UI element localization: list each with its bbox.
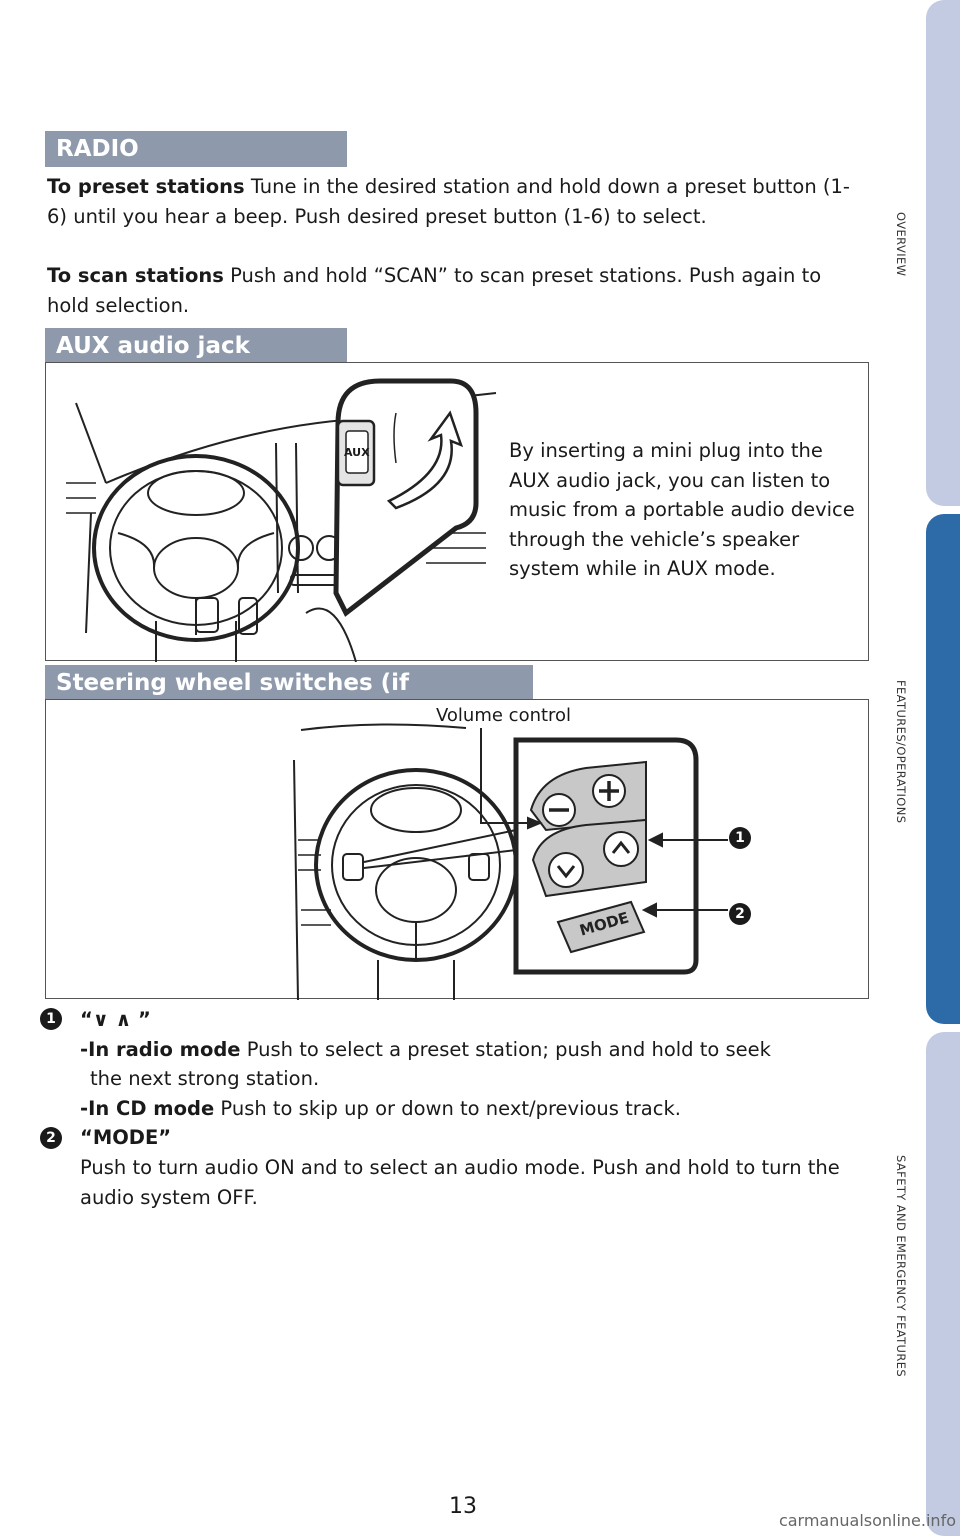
callout-badge-2: 2 [729,903,751,925]
radio-scan-paragraph [47,261,862,320]
list-item-2-title: “MODE” [80,1126,172,1149]
aux-description: By inserting a mini plug into the AUX audio jack, you can listen to music from a portable audio device through the vehicle’s speaker system while in AUX mode. [509,439,855,580]
radio-mode-text: Push to select a preset station; push and hold to seek [240,1038,771,1061]
side-label-features: FEATURES/OPERATIONS [894,680,908,824]
list-item-1-title: “∨ ∧ ” [80,1008,151,1031]
aux-header: AUX audio jack [45,328,347,364]
scan-label: To scan stations [47,264,224,287]
side-tab-features[interactable] [926,514,960,1024]
radio-preset-paragraph [47,172,862,231]
side-tab-overview[interactable] [926,0,960,506]
radio-mode-label: -In radio mode [80,1038,241,1061]
radio-header: RADIO [45,131,347,167]
callout-badge-1: 1 [729,827,751,849]
list-item-1-radio [80,1035,870,1065]
cd-mode-text: Push to skip up or down to next/previous track. [214,1097,681,1120]
steering-switch-illustration [46,700,870,1000]
watermark: carmanualsonline.info [778,1511,956,1530]
mode-button-label: MODE [577,908,631,940]
list-number-1: 1 [40,1008,62,1030]
side-label-overview: OVERVIEW [894,212,908,277]
side-label-safety: SAFETY AND EMERGENCY FEATURES [894,1155,908,1378]
steering-header: Steering wheel switches (if [45,665,533,701]
volume-control-label: Volume control [436,705,572,726]
aux-jack-label: AUX [344,446,370,459]
scan-text: Push and hold “SCAN” to scan preset stations. Push again to hold selection. [47,264,822,317]
list-number-2: 2 [40,1127,62,1149]
cd-mode-label: -In CD mode [80,1097,215,1120]
preset-label: To preset stations [47,175,245,198]
steering-panel [45,699,869,999]
side-tab-safety[interactable] [926,1032,960,1536]
preset-text: Tune in the desired station and hold down a preset button (1-6) until you hear a beep. Push desired preset button (1-6) to select. [47,175,850,228]
list-item-2-text: Push to turn audio ON and to select an audio mode. Push and hold to turn the audio system OFF. [80,1156,840,1209]
radio-mode-text-2: the next strong station. [90,1067,320,1090]
list-item-1-cd [80,1094,681,1124]
page-number: 13 [449,1494,477,1519]
